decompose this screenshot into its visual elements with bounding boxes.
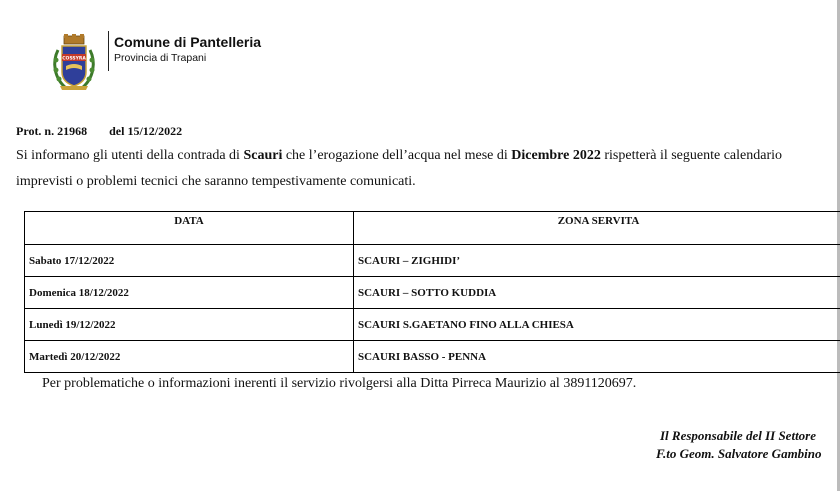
schedule-table <box>24 211 840 373</box>
notice-paragraph-line2: imprevisti o problemi tecnici che saranno tempestivamente comunicati. <box>16 174 416 189</box>
table-row <box>25 309 840 341</box>
cell-zone: SCAURI – SOTTO KUDDIA <box>354 277 840 309</box>
protocol-date: del 15/12/2022 <box>109 124 183 138</box>
table-row <box>25 277 840 309</box>
organization-province: Provincia di Trapani <box>114 52 207 64</box>
table-row <box>25 341 840 373</box>
notice-text: che l’erogazione dell’acqua nel mese di <box>282 148 512 163</box>
cell-date: Martedì 20/12/2022 <box>25 341 354 373</box>
contact-paragraph: Per problematiche o informazioni inerenti il servizio rivolgersi alla Ditta Pirreca Maurizio al 3891120697. <box>42 376 637 391</box>
column-header-zone: ZONA SERVITA <box>354 212 840 245</box>
municipal-crest-logo <box>50 32 98 94</box>
signature-title: Il Responsabile del II Settore <box>660 428 817 443</box>
cell-date: Domenica 18/12/2022 <box>25 277 354 309</box>
header-divider <box>108 31 109 71</box>
table-header-row <box>25 212 840 245</box>
cell-date: Lunedì 19/12/2022 <box>25 309 354 341</box>
organization-name: Comune di Pantelleria <box>114 34 262 50</box>
cell-zone: SCAURI – ZIGHIDI’ <box>354 245 840 277</box>
column-header-date: DATA <box>25 212 354 245</box>
signature-name: F.to Geom. Salvatore Gambino <box>656 446 822 461</box>
cell-zone: SCAURI S.GAETANO FINO ALLA CHIESA <box>354 309 840 341</box>
district-name: Scauri <box>243 148 283 163</box>
protocol-number: Prot. n. 21968 <box>16 124 88 138</box>
cell-date: Sabato 17/12/2022 <box>25 245 354 277</box>
cell-zone: SCAURI BASSO - PENNA <box>354 341 840 373</box>
notice-text: rispetterà il seguente calendario <box>600 148 782 163</box>
notice-text: Si informano gli utenti della contrada di <box>16 148 244 163</box>
month-name: Dicembre 2022 <box>511 148 601 163</box>
protocol-line <box>16 124 182 139</box>
table-row <box>25 245 840 277</box>
crest-motto: COSSYRA <box>62 56 86 62</box>
notice-paragraph-line1 <box>16 148 782 164</box>
